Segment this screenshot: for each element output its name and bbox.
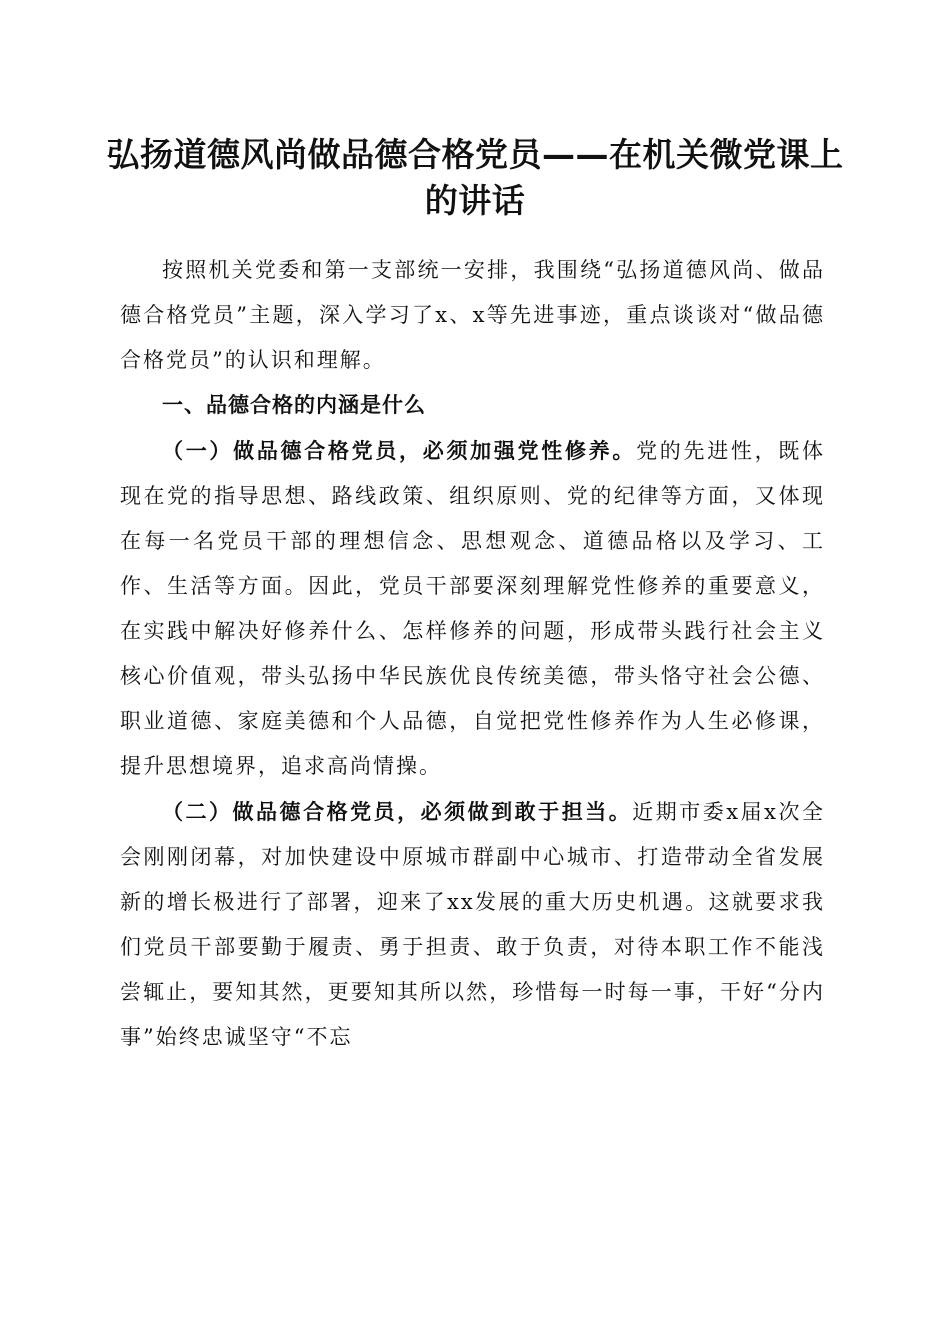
paragraph-item-1 — [120, 428, 825, 789]
document-title: 弘扬道德风尚做品德合格党员——在机关微党课上的讲话 — [106, 135, 844, 220]
paragraph-item-2 — [120, 789, 825, 1060]
section-heading: 一、品德合格的内涵是什么 — [162, 393, 426, 417]
item-1-text: 党的先进性，既体现在党的指导思想、路线政策、组织原则、党的纪律等方面，又体现在每一名党员干部的理想信念、思想观念、道德品格以及学习、工作、生活等方面。因此，党员干部要深刻理解党性修养的重要意义，在实践中解决好修养什么、怎样修养的问题，形成带头践行社会主义核心价值观，带头弘扬中华民族优良传统美德，带头恪守社会公德、职业道德、家庭美德和个人品德，自觉把党性修养作为人生必修课，提升思想境界，追求高尚情操。 — [120, 439, 826, 778]
intro-paragraph: 按照机关党委和第一支部统一安排，我围绕“弘扬道德风尚、做品德合格党员”主题，深入学习了x、x等先进事迹，重点谈谈对“做品德合格党员”的认识和理解。 — [120, 258, 825, 372]
document-body — [120, 248, 825, 1060]
item-2-text: 近期市委x届x次全会刚刚闭幕，对加快建设中原城市群副中心城市、打造带动全省发展新的增长极进行了部署，迎来了xx发展的重大历史机遇。这就要求我们党员干部要勤于履责、勇于担责、敢于负责，对待本职工作不能浅尝辄止，要知其然，更要知其所以然，珍惜每一时每一事，干好“分内事”始终忠诚坚守“不忘 — [120, 800, 826, 1049]
item-1-lead: （一）做品德合格党员，必须加强党性修养。 — [162, 438, 637, 463]
item-2-lead: （二）做品德合格党员，必须做到敢于担当。 — [162, 799, 633, 824]
